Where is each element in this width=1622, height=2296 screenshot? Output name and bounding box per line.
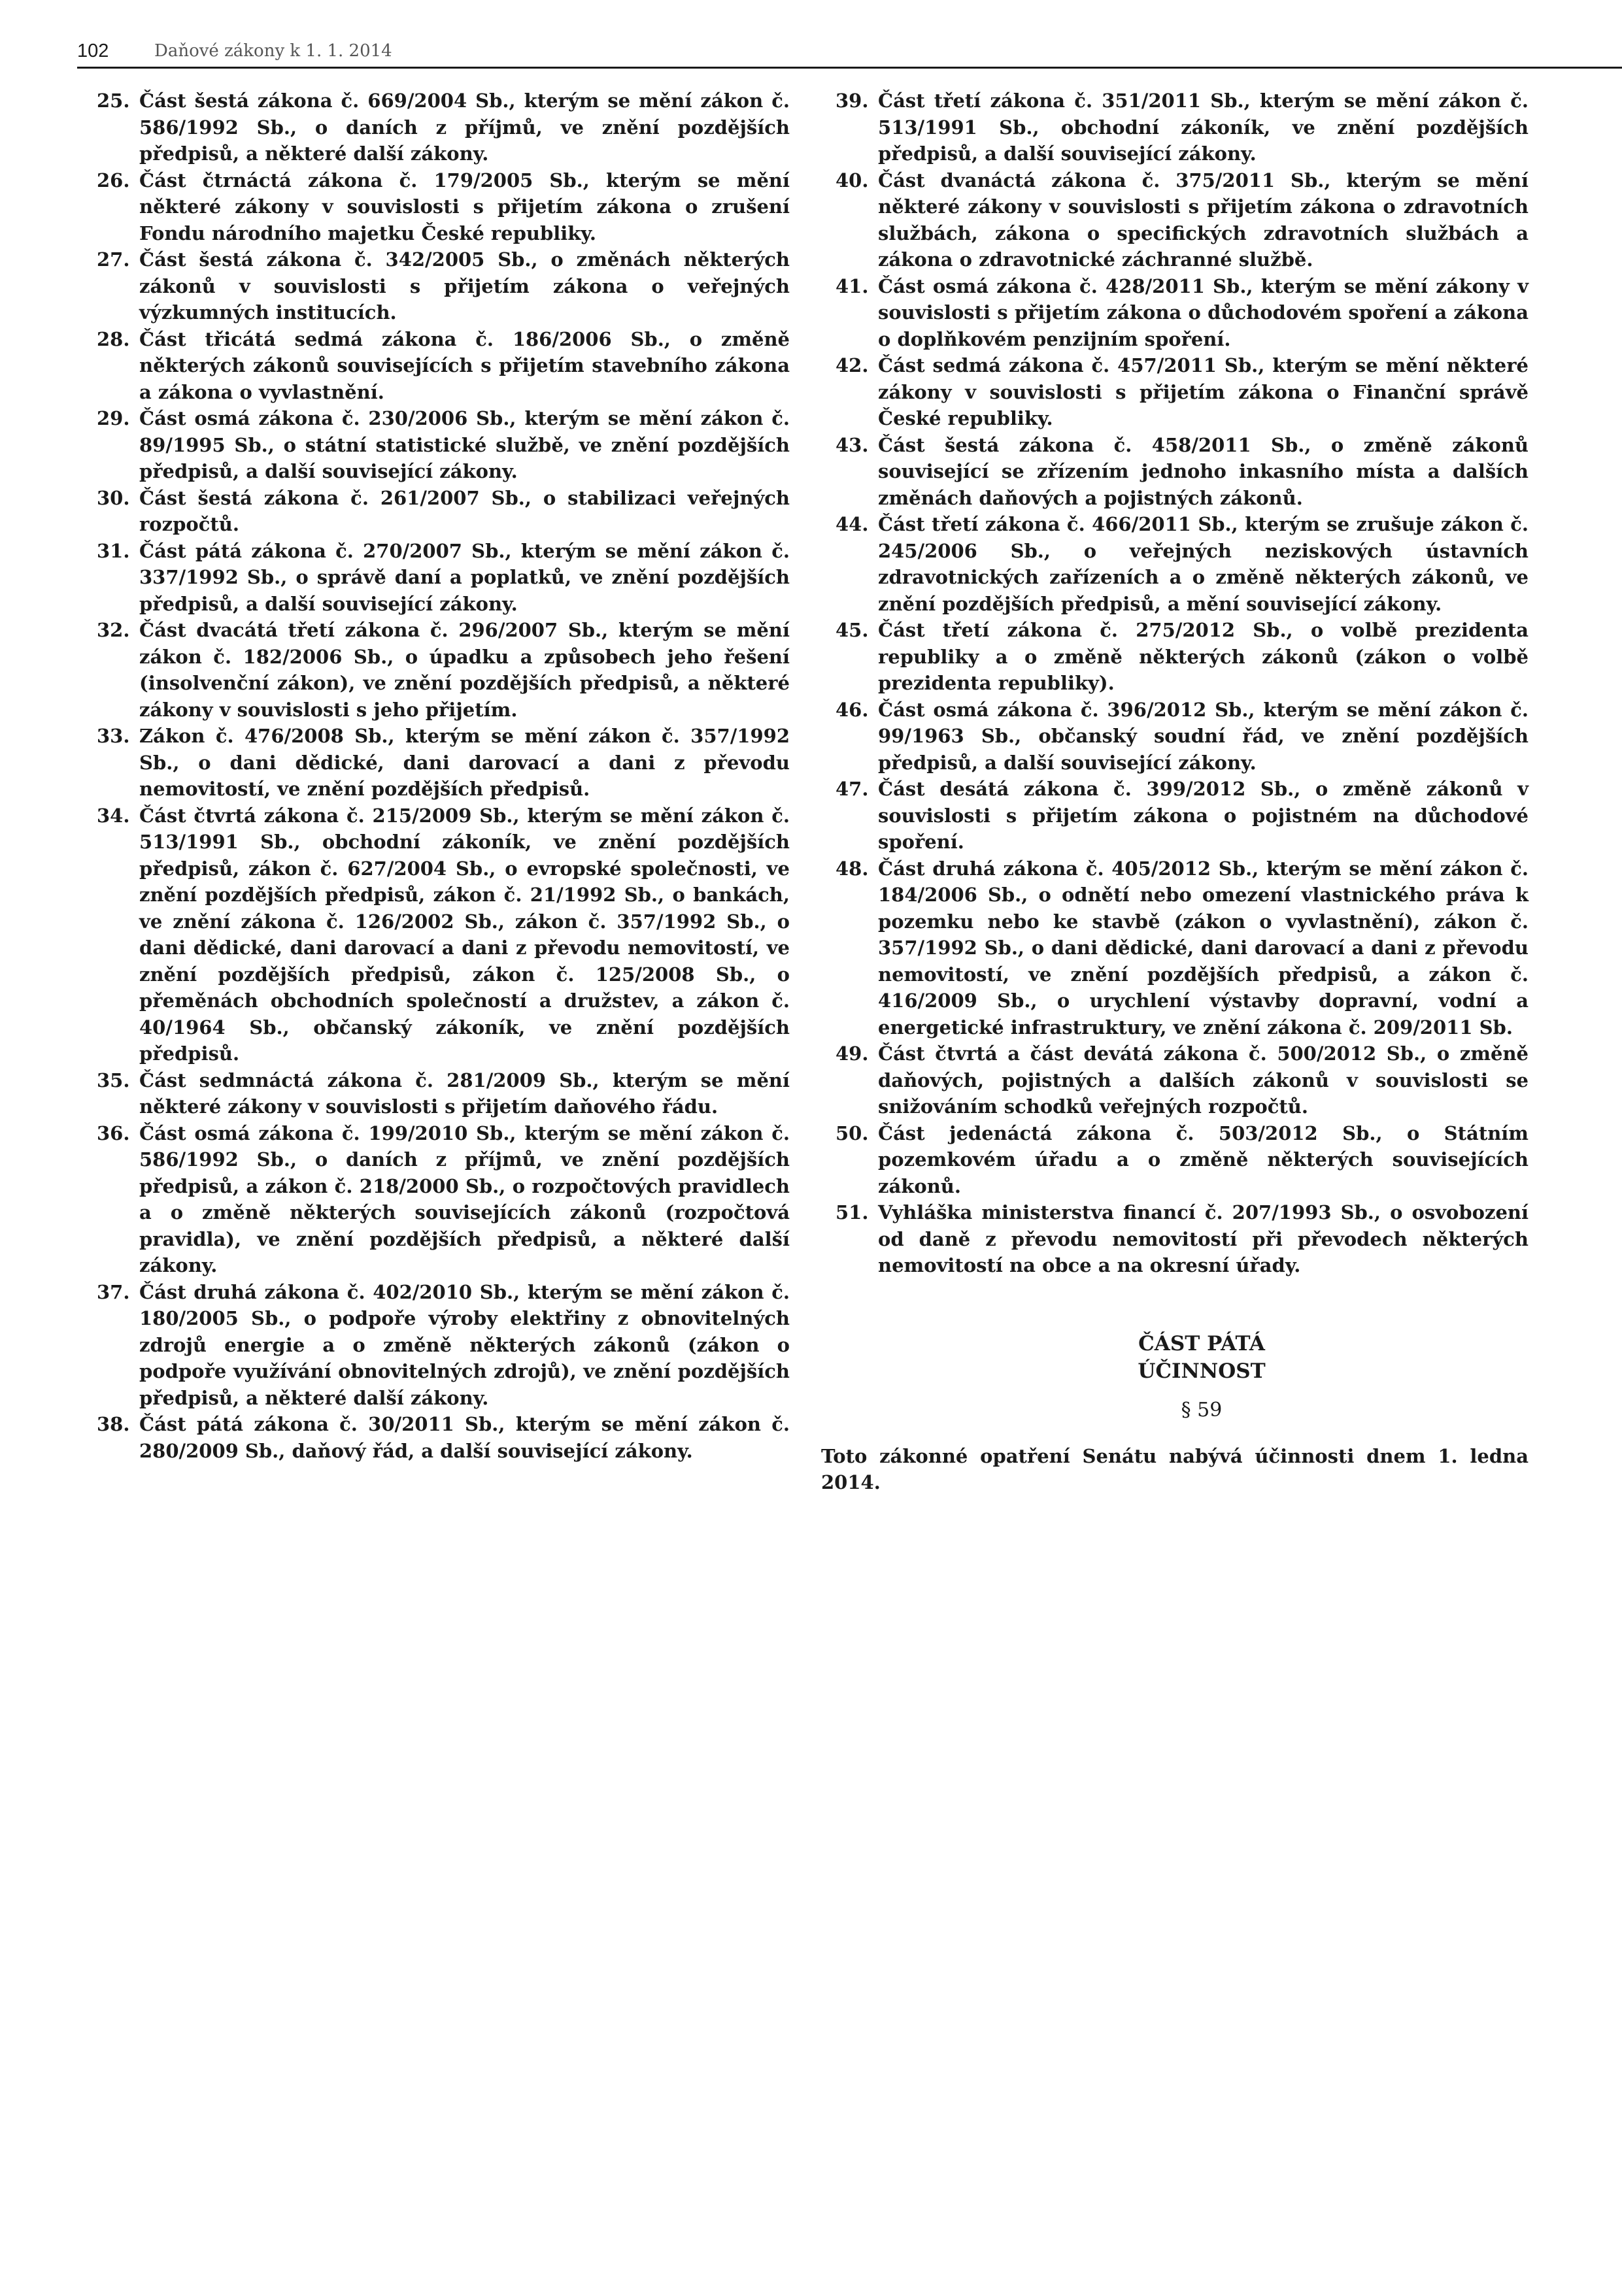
item-number: 42. <box>836 354 869 376</box>
item-text: Část třetí zákona č. 275/2012 Sb., o volbě prezidenta republiky a o změně některých zákonů (zákon o volbě prezidenta republiky). <box>878 619 1529 694</box>
item-number: 38. <box>97 1413 130 1435</box>
item-text: Část desátá zákona č. 399/2012 Sb., o změně zákonů v souvislosti s přijetím zákona o pojistném na důchodové spoření. <box>878 778 1529 853</box>
item-number: 48. <box>836 857 869 880</box>
list-item <box>97 326 790 406</box>
list-item <box>836 273 1529 353</box>
item-text: Část dvacátá třetí zákona č. 296/2007 Sb., kterým se mění zákon č. 182/2006 Sb., o úpadku a způsobech jeho řešení (insolvenční zákon), ve znění pozdějších předpisů, a některé zákony v souvislosti s jeho přijetím. <box>139 619 790 721</box>
item-number: 43. <box>836 433 869 456</box>
item-number: 35. <box>97 1069 130 1091</box>
list-item <box>97 723 790 803</box>
item-number: 50. <box>836 1122 869 1144</box>
item-number: 30. <box>97 486 130 509</box>
item-text: Část třetí zákona č. 351/2011 Sb., kterým se mění zákon č. 513/1991 Sb., obchodní zákoník, ve znění pozdějších předpisů, a další související zákony. <box>878 90 1529 165</box>
item-number: 46. <box>836 698 869 721</box>
item-text: Část osmá zákona č. 396/2012 Sb., kterým se mění zákon č. 99/1963 Sb., občanský soudní řád, ve znění pozdějších předpisů, a další související zákony. <box>878 698 1529 774</box>
item-number: 33. <box>97 725 130 747</box>
item-number: 44. <box>836 513 869 535</box>
item-text: Část druhá zákona č. 405/2012 Sb., kterým se mění zákon č. 184/2006 Sb., o odnětí nebo omezení vlastnického práva k pozemku nebo ke stavbě (zákon o vyvlastnění), zákon č. 357/1992 Sb., o dani dědické, dani darovací a dani z převodu nemovitostí, ve znění pozdějších předpisů, a zákon č. 416/2009 Sb., o urychlení výstavby dopravní, vodní a energetické infrastruktury, ve znění zákona č. 209/2011 Sb. <box>878 857 1529 1039</box>
list-item <box>836 1120 1529 1200</box>
right-column <box>821 88 1529 1541</box>
list-item <box>97 1120 790 1279</box>
item-number: 25. <box>97 90 130 112</box>
item-text: Část šestá zákona č. 669/2004 Sb., kterým se mění zákon č. 586/1992 Sb., o daních z příjmů, ve znění pozdějších předpisů, a některé další zákony. <box>139 90 790 165</box>
item-number: 26. <box>97 169 130 191</box>
item-text: Část třetí zákona č. 466/2011 Sb., kterým se zrušuje zákon č. 245/2006 Sb., o veřejných neziskových ústavních zdravotnických zařízeních a o změně některých zákonů, ve znění pozdějších předpisů, a mění související zákony. <box>878 513 1529 615</box>
item-number: 28. <box>97 327 130 350</box>
item-text: Část osmá zákona č. 428/2011 Sb., kterým se mění zákony v souvislosti s přijetím zákona o důchodovém spoření a zákona o doplňkovém penzijním spoření. <box>878 275 1529 350</box>
item-number: 37. <box>97 1280 130 1303</box>
list-item <box>836 1040 1529 1120</box>
item-number: 41. <box>836 275 869 297</box>
item-number: 47. <box>836 778 869 800</box>
item-number: 39. <box>836 90 869 112</box>
item-text: Část čtvrtá a část devátá zákona č. 500/2012 Sb., o změně daňových, pojistných a dalších zákonů v souvislosti se snižováním schodků veřejných rozpočtů. <box>878 1042 1529 1118</box>
item-text: Část třicátá sedmá zákona č. 186/2006 Sb., o změně některých zákonů souvisejících s přijetím stavebního zákona a zákona o vyvlastnění. <box>139 327 790 403</box>
running-title: Daňové zákony k 1. 1. 2014 <box>154 41 392 61</box>
list-item <box>97 803 790 1067</box>
part-heading-subtitle: ÚČINNOST <box>1138 1359 1266 1383</box>
item-number: 27. <box>97 248 130 271</box>
list-item <box>836 856 1529 1041</box>
page-header <box>77 38 1622 69</box>
item-text: Část pátá zákona č. 30/2011 Sb., kterým se mění zákon č. 280/2009 Sb., daňový řád, a další související zákony. <box>139 1413 790 1462</box>
item-text: Část pátá zákona č. 270/2007 Sb., kterým se mění zákon č. 337/1992 Sb., o správě daní a poplatků, ve znění pozdějších předpisů, a další související zákony. <box>139 539 790 615</box>
item-text: Část šestá zákona č. 261/2007 Sb., o stabilizaci veřejných rozpočtů. <box>139 486 790 535</box>
item-number: 29. <box>97 407 130 429</box>
item-number: 31. <box>97 539 130 562</box>
item-number: 34. <box>97 804 130 827</box>
list-item <box>97 1279 790 1412</box>
list-item <box>97 538 790 618</box>
list-item <box>97 246 790 326</box>
item-text: Část jedenáctá zákona č. 503/2012 Sb., o Státním pozemkovém úřadu a o změně některých souvisejících zákonů. <box>878 1122 1529 1197</box>
item-text: Část dvanáctá zákona č. 375/2011 Sb., kterým se mění některé zákony v souvislosti s přijetím zákona o zdravotních službách, zákona o specifických zdravotních službách a zákona o zdravotnické záchranné službě. <box>878 169 1529 271</box>
item-text: Část čtrnáctá zákona č. 179/2005 Sb., kterým se mění některé zákony v souvislosti s přijetím zákona o zrušení Fondu národního majetku České republiky. <box>139 169 790 244</box>
item-text: Část osmá zákona č. 230/2006 Sb., kterým se mění zákon č. 89/1995 Sb., o státní statistické službě, ve znění pozdějších předpisů, a další související zákony. <box>139 407 790 482</box>
list-item <box>97 88 790 167</box>
list-item <box>836 617 1529 697</box>
item-number: 40. <box>836 169 869 191</box>
list-item <box>836 432 1529 512</box>
left-column <box>97 88 790 1464</box>
item-number: 45. <box>836 619 869 641</box>
list-item <box>97 1411 790 1464</box>
list-item <box>97 167 790 247</box>
list-item <box>836 511 1529 617</box>
part-heading <box>836 1330 1529 1385</box>
item-text: Část šestá zákona č. 458/2011 Sb., o změně zákonů související se zřízením jednoho inkasního místa a dalších změnách daňových a pojistných zákonů. <box>878 433 1529 509</box>
effectiveness-paragraph: Toto zákonné opatření Senátu nabývá účinnosti dnem 1. ledna 2014. <box>821 1444 1529 1493</box>
page-number: 102 <box>77 41 109 61</box>
item-text: Část druhá zákona č. 402/2010 Sb., kterým se mění zákon č. 180/2005 Sb., o podpoře výroby elektřiny z obnovitelných zdrojů energie a o změně některých zákonů (zákon o podpoře využívání obnovitelných zdrojů), ve znění pozdějších předpisů, a některé další zákony. <box>139 1280 790 1409</box>
section-number: § 59 <box>1181 1398 1223 1422</box>
item-number: 32. <box>97 619 130 641</box>
item-number: 51. <box>836 1201 869 1223</box>
item-text: Část sedmnáctá zákona č. 281/2009 Sb., kterým se mění některé zákony v souvislosti s přijetím daňového řádu. <box>139 1069 790 1118</box>
list-item <box>836 88 1529 167</box>
list-item <box>836 697 1529 776</box>
item-number: 36. <box>97 1122 130 1144</box>
item-text: Vyhláška ministerstva financí č. 207/1993 Sb., o osvobození od daně z převodu nemovitostí při převodech některých nemovitostí na obce a na okresní úřady. <box>878 1201 1529 1276</box>
list-item <box>97 485 790 538</box>
item-text: Část sedmá zákona č. 457/2011 Sb., kterým se mění některé zákony v souvislosti s přijetím zákona o Finanční správě České republiky. <box>878 354 1529 429</box>
list-item <box>836 352 1529 432</box>
list-item <box>97 617 790 723</box>
item-text: Část šestá zákona č. 342/2005 Sb., o změnách některých zákonů v souvislosti s přijetím zákona o veřejných výzkumných institucích. <box>139 248 790 324</box>
part-heading-title: ČÁST PÁTÁ <box>1138 1331 1265 1356</box>
list-item <box>836 167 1529 273</box>
list-item <box>97 1067 790 1120</box>
list-item <box>836 1199 1529 1279</box>
list-item <box>836 776 1529 856</box>
item-text: Část osmá zákona č. 199/2010 Sb., kterým se mění zákon č. 586/1992 Sb., o daních z příjmů, ve znění pozdějších předpisů, a zákon č. 218/2000 Sb., o rozpočtových pravidlech a o změně některých souvisejících zákonů (rozpočtová pravidla), ve znění pozdějších předpisů, a některé další zákony. <box>139 1122 790 1276</box>
item-text: Část čtvrtá zákona č. 215/2009 Sb., kterým se mění zákon č. 513/1991 Sb., obchodní zákoník, ve znění pozdějších předpisů, zákon č. 627/2004 Sb., o evropské společnosti, ve znění pozdějších předpisů, zákon č. 21/1992 Sb., o bankách, ve znění zákona č. 126/2002 Sb., zákon č. 357/1992 Sb., o dani dědické, dani darovací a dani z převodu nemovitostí, ve znění pozdějších předpisů, zákon č. 125/2008 Sb., o přeměnách obchodních společností a družstev, a zákon č. 40/1964 Sb., občanský zákoník, ve znění pozdějších předpisů. <box>139 804 790 1065</box>
item-text: Zákon č. 476/2008 Sb., kterým se mění zákon č. 357/1992 Sb., o dani dědické, dani darovací a dani z převodu nemovitostí, ve znění pozdějších předpisů. <box>139 725 790 800</box>
item-number: 49. <box>836 1042 869 1065</box>
list-item <box>97 405 790 485</box>
